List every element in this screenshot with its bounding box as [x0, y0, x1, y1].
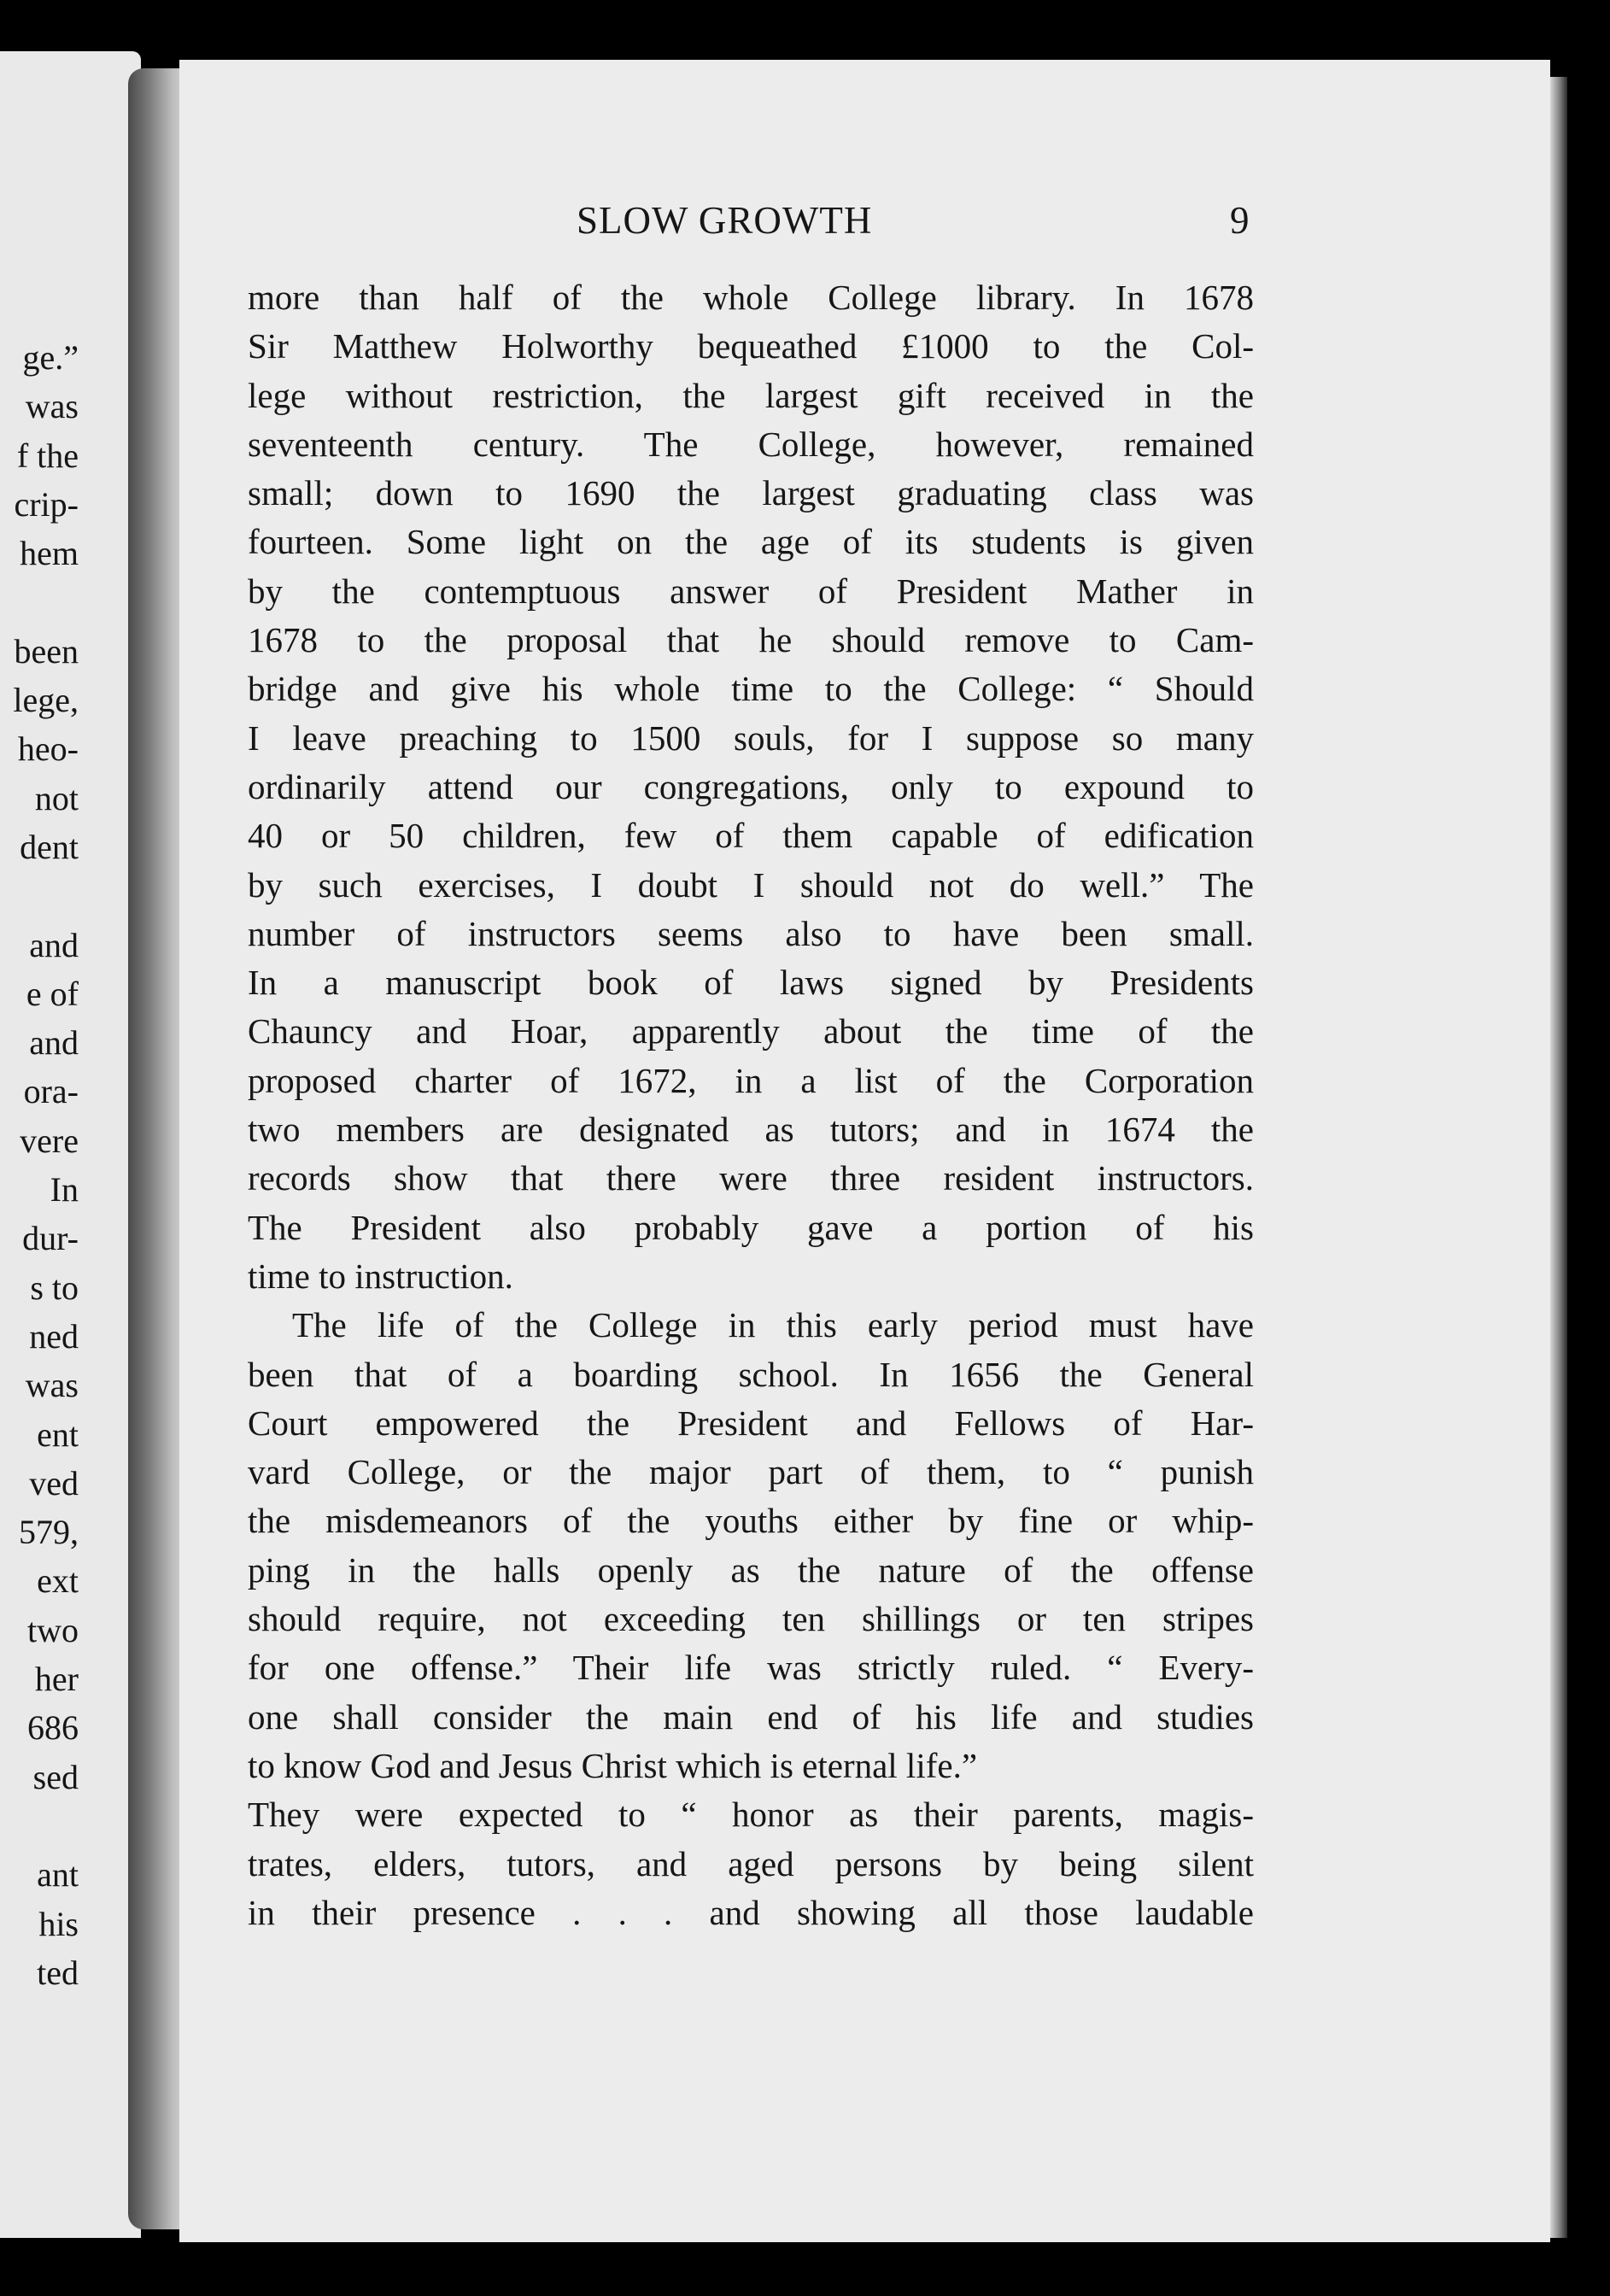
text-line: bridge and give his whole time to the College: “ Should	[248, 669, 1254, 709]
text-line: ping in the halls openly as the nature of the offense	[248, 1549, 1254, 1590]
text-line: proposed charter of 1672, in a list of the Corporation	[248, 1060, 1254, 1100]
text-line: Chauncy and Hoar, apparently about the time of the	[248, 1011, 1254, 1051]
running-head	[401, 198, 1256, 249]
facing-page-line: f the	[16, 436, 79, 475]
facing-page-line: sed	[32, 1757, 79, 1796]
text-line: in their presence . . . and showing all those laudable	[248, 1892, 1254, 1932]
facing-page-line: ved	[29, 1463, 79, 1502]
text-line: 1678 to the proposal that he should remove to Cam-	[248, 620, 1254, 660]
facing-page-line: lege,	[13, 681, 79, 720]
text-line: lege without restriction, the largest gift received in the	[248, 375, 1254, 415]
facing-page-line: and	[29, 925, 79, 964]
facing-page-left	[0, 51, 141, 2238]
page-number: 9	[1230, 199, 1250, 242]
text-line: ordinarily attend our congregations, only to expound to	[248, 766, 1254, 806]
facing-page-line: his	[38, 1904, 79, 1943]
facing-page-line: and	[29, 1023, 79, 1063]
facing-page-line: e of	[26, 974, 79, 1013]
text-line: Court empowered the President and Fellows of Har-	[248, 1403, 1254, 1443]
facing-page-line: been	[14, 631, 79, 671]
text-line: 40 or 50 children, few of them capable of edification	[248, 816, 1254, 856]
text-line: Sir Matthew Holworthy bequeathed £1000 to the Col-	[248, 326, 1254, 366]
text-line: The President also probably gave a portion of his	[248, 1207, 1254, 1247]
facing-page-line: dent	[20, 827, 79, 866]
facing-page-line: ted	[37, 1953, 79, 1992]
facing-page-line: dur-	[22, 1219, 79, 1258]
text-line: should require, not exceeding ten shillings or ten stripes	[248, 1599, 1254, 1639]
page-edge	[1550, 77, 1567, 2238]
body-text	[248, 273, 1254, 1937]
text-line: by such exercises, I doubt I should not do well.” The	[248, 864, 1254, 905]
text-line: for one offense.” Their life was strictly ruled. “ Every-	[248, 1648, 1254, 1688]
text-line: the misdemeanors of the youths either by fine or whip-	[248, 1501, 1254, 1541]
text-line: more than half of the whole College library. In 1678	[248, 278, 1254, 317]
facing-page-line: her	[34, 1660, 79, 1699]
text-line: fourteen. Some light on the age of its students is given	[248, 522, 1254, 562]
text-line: number of instructors seems also to have been small.	[248, 913, 1254, 953]
text-line: The life of the College in this early period must have	[292, 1305, 1254, 1345]
facing-page-line: was	[25, 1366, 79, 1405]
facing-page-line: heo-	[17, 729, 79, 769]
facing-page-line: not	[34, 778, 79, 817]
facing-page-line: vere	[20, 1121, 79, 1160]
facing-page-line: hem	[20, 534, 79, 573]
facing-page-line: two	[27, 1610, 79, 1649]
facing-page-line: ned	[29, 1316, 79, 1356]
facing-page-line: ent	[37, 1414, 79, 1454]
text-line: records show that there were three resident instructors.	[248, 1158, 1254, 1198]
facing-page-line: In	[50, 1170, 79, 1210]
facing-page-text-fragments	[0, 333, 79, 1997]
text-line: time to instruction.	[248, 1256, 513, 1296]
facing-page-line: 579,	[19, 1513, 79, 1552]
text-line: one shall consider the main end of his life and studies	[248, 1696, 1254, 1737]
text-line: I leave preaching to 1500 souls, for I suppose so many	[248, 718, 1254, 758]
facing-page-line	[0, 577, 79, 626]
text-line: They were expected to “ honor as their parents, magis-	[248, 1795, 1254, 1835]
facing-page-line	[0, 1801, 79, 1850]
facing-page-line	[0, 871, 79, 920]
text-line: In a manuscript book of laws signed by Presidents	[248, 963, 1254, 1003]
text-line: been that of a boarding school. In 1656 the General	[248, 1354, 1254, 1394]
text-line: two members are designated as tutors; and in 1674 the	[248, 1110, 1254, 1150]
text-line: by the contemptuous answer of President Mather in	[248, 571, 1254, 611]
facing-page-line: ora-	[23, 1072, 79, 1111]
text-line: seventeenth century. The College, however, remained	[248, 424, 1254, 464]
facing-page-line: s to	[30, 1268, 79, 1307]
facing-page-line: 686	[27, 1708, 79, 1748]
facing-page-line: crip-	[14, 484, 79, 524]
text-line: small; down to 1690 the largest graduating class was	[248, 473, 1254, 513]
text-line: trates, elders, tutors, and aged persons by being silent	[248, 1843, 1254, 1883]
facing-page-line: ant	[37, 1855, 79, 1895]
facing-page-line: ge.”	[22, 338, 79, 377]
facing-page-line: ext	[37, 1561, 79, 1601]
facing-page-line: was	[25, 387, 79, 426]
text-line: to know God and Jesus Christ which is eternal life.”	[248, 1745, 978, 1785]
running-title: SLOW GROWTH	[577, 199, 873, 242]
text-line: vard College, or the major part of them, to “ punish	[248, 1452, 1254, 1492]
